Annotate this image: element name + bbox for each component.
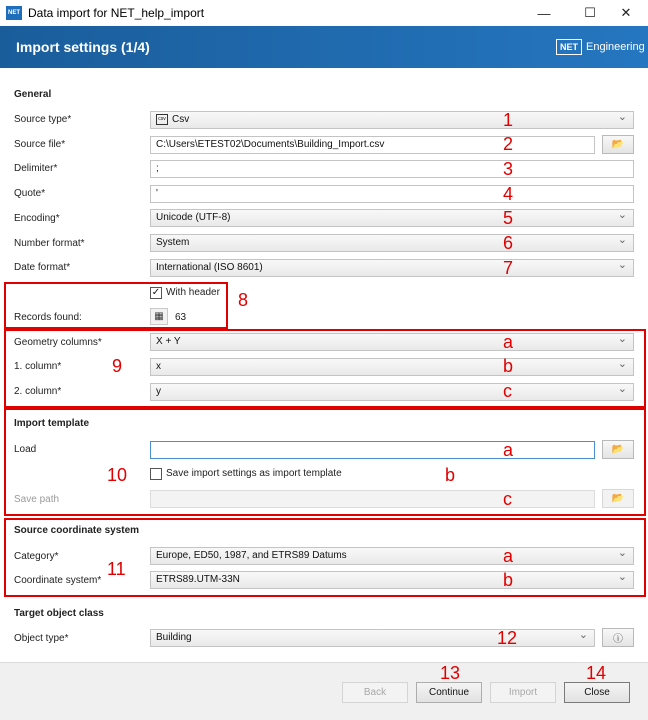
folder-open-icon: 📂	[611, 493, 625, 504]
delimiter-input[interactable]: ;	[150, 160, 634, 178]
header-banner	[0, 26, 648, 68]
continue-button[interactable]: Continue	[416, 682, 482, 703]
section-general-title: General	[14, 89, 52, 100]
records-found-value: 63	[175, 312, 187, 323]
save-path-label: Save path	[14, 494, 60, 505]
annotation-11b: b	[503, 570, 514, 590]
date-format-select[interactable]: International (ISO 8601) ⌄	[150, 259, 634, 277]
title-bar	[0, 0, 648, 26]
close-button[interactable]: Close	[564, 682, 630, 703]
folder-open-icon: 📂	[611, 444, 625, 455]
annotation-14: 14	[586, 663, 607, 683]
source-file-label: Source file*	[14, 139, 66, 150]
save-template-label: Save import settings as import template	[166, 468, 342, 479]
with-header-label: With header	[166, 287, 220, 298]
annotation-6: 6	[503, 233, 514, 253]
annotation-12: 12	[497, 628, 518, 648]
annotation-5: 5	[503, 208, 514, 228]
source-file-input[interactable]: C:\Users\ETEST02\Documents\Building_Import.csv	[150, 136, 595, 154]
annotation-10b: b	[445, 465, 456, 485]
category-label: Category*	[14, 551, 59, 562]
net-logo: NET	[556, 39, 582, 55]
quote-label: Quote*	[14, 188, 46, 199]
annotation-10c: c	[503, 489, 512, 509]
maximize-button[interactable]: ☐	[584, 5, 596, 20]
date-format-label: Date format*	[14, 262, 71, 273]
minimize-button[interactable]: —	[537, 5, 551, 21]
object-type-label: Object type*	[14, 633, 69, 644]
import-button[interactable]: Import	[490, 682, 556, 703]
geometry-columns-select[interactable]: X + Y ⌄	[150, 333, 634, 351]
annotation-1: 1	[503, 110, 514, 130]
save-template-checkbox[interactable]	[150, 468, 162, 480]
table-icon: ▦	[150, 308, 168, 325]
load-template-input[interactable]	[150, 441, 595, 459]
annotation-8: 8	[238, 290, 249, 310]
close-window-button[interactable]: ✕	[620, 5, 632, 20]
delimiter-label: Delimiter*	[14, 163, 58, 174]
encoding-select[interactable]: Unicode (UTF-8) ⌄	[150, 209, 634, 227]
column1-select[interactable]: x ⌄	[150, 358, 634, 376]
browse-source-file-button[interactable]	[602, 135, 634, 154]
object-type-info-button[interactable]	[602, 628, 634, 647]
browse-save-path-button[interactable]	[602, 489, 634, 508]
coordinate-system-select[interactable]: ETRS89.UTM-33N ⌄	[150, 571, 634, 589]
app-icon: NET	[6, 6, 22, 20]
annotation-9a: a	[503, 332, 514, 352]
section-source-crs-title: Source coordinate system	[14, 525, 140, 536]
coordinate-system-label: Coordinate system*	[14, 575, 102, 586]
annotation-3: 3	[503, 159, 514, 179]
source-type-value: Csv	[172, 114, 190, 125]
info-icon: ⓘ	[613, 634, 623, 645]
with-header-checkbox[interactable]: ✓	[151, 287, 161, 298]
column1-label: 1. column*	[14, 361, 62, 372]
source-type-label: Source type*	[14, 114, 72, 125]
annotation-4: 4	[503, 184, 514, 204]
number-format-label: Number format*	[14, 238, 85, 249]
browse-template-button[interactable]	[602, 440, 634, 459]
window-title: Data import for NET_help_import	[28, 6, 205, 20]
annotation-2: 2	[503, 134, 514, 154]
geometry-columns-label: Geometry columns*	[14, 337, 102, 348]
quote-input[interactable]: '	[150, 185, 634, 203]
column2-select[interactable]: y ⌄	[150, 383, 634, 401]
object-type-select[interactable]: Building ⌄	[150, 629, 595, 647]
annotation-9b: b	[503, 356, 514, 376]
column2-label: 2. column*	[14, 386, 62, 397]
page-title: Import settings (1/4)	[16, 39, 150, 55]
encoding-label: Encoding*	[14, 213, 60, 224]
folder-open-icon: 📂	[611, 139, 625, 150]
annotation-9c: c	[503, 381, 512, 401]
source-type-select[interactable]	[150, 111, 634, 129]
brand-logo	[556, 37, 645, 57]
annotation-13: 13	[440, 663, 461, 683]
category-select[interactable]: Europe, ED50, 1987, and ETRS89 Datums ⌄	[150, 547, 634, 565]
annotation-7: 7	[503, 258, 514, 278]
section-target-title: Target object class	[14, 608, 104, 619]
load-label: Load	[14, 444, 37, 455]
annotation-10: 10	[107, 465, 128, 485]
brand-text: Engineering	[586, 41, 645, 53]
csv-file-icon: csv	[156, 114, 168, 125]
back-button[interactable]: Back	[342, 682, 408, 703]
section-import-template-title: Import template	[14, 418, 90, 429]
annotation-11: 11	[107, 559, 126, 579]
annotation-10a: a	[503, 440, 514, 460]
annotation-11a: a	[503, 546, 514, 566]
annotation-9: 9	[112, 356, 123, 376]
save-path-input[interactable]	[150, 490, 595, 508]
records-found-label: Records found:	[14, 312, 82, 323]
number-format-select[interactable]: System ⌄	[150, 234, 634, 252]
